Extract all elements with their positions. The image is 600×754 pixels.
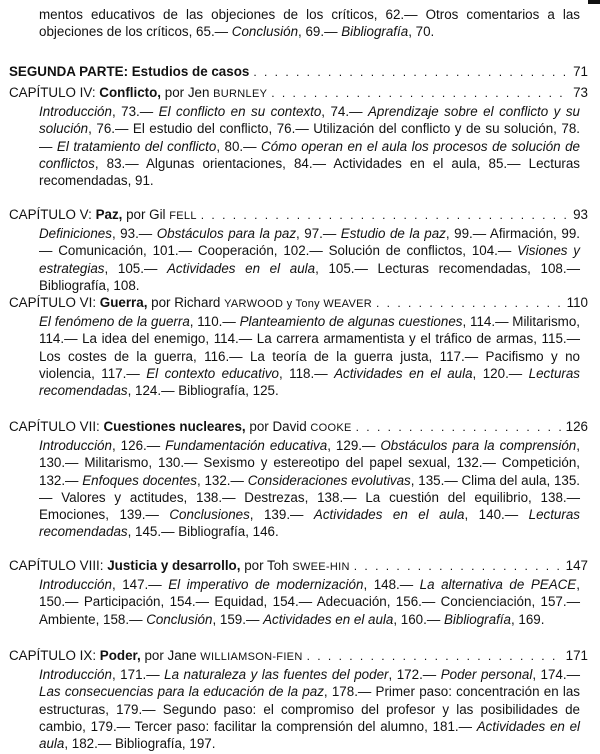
dot-leader xyxy=(354,558,562,575)
toc-entry-body: Introducción, 73.— El conflicto en su contexto, 74.— Aprendizaje sobre el conflicto y su solución, 76.— El estudio del conflicto, 76.— Utilización del conflicto y de su solución, 78.— El tratamiento del conflicto, 80.— Cómo operan en el aula los procesos de solución de conflictos, 83.— Algunas orientaciones, 84.— Actividades en el aula, 85.— Lecturas recomendadas, 91. xyxy=(39,104,581,189)
toc-chapter-5: CAPÍTULO V: Paz, por Gil FELL . . . 93 Definiciones, 93.— Obstáculos para la paz, 97.— Estudio de la paz, 99.— Afirmación, 99.— Comunicación, 101.— Cooperación, 102.— Solución de conflictos, 104.— Visiones y estrategias, 105.— Actividades en el aula, 105.— Lecturas recomendadas, 108.— Bibliografía, 108. xyxy=(9,206,588,294)
toc-entry-body: Introducción, 126.— Fundamentación educativa, 129.— Obstáculos para la comprensión, 130.— Militarismo, 130.— Sexismo y estereotipo del papel sexual, 132.— Competición, 132.— Enfoques docentes, 132.— Consideraciones evolutivas, 135.— Clima del aula, 135.— Valores y actitudes, 138.— Destrezas, 138.— La cuestión del equilibrio, 138.— Emociones, 139.— Conclusiones, 139.— Actividades en el aula, 140.— Lecturas recomendadas, 145.— Bibliografía, 146. xyxy=(39,438,581,540)
scan-edge-mark xyxy=(588,0,600,4)
toc-chapter-4: CAPÍTULO IV: Conflicto, por Jen BURNLEY . . . 73 Introducción, 73.— El conflicto en su contexto, 74.— Aprendizaje sobre el conflicto y su solución, 76.— El estudio del conflicto, 76.— Utilización del conflicto y de su solución, 78.— El tratamiento del conflicto, 80.— Cómo operan en el aula los procesos de solución de conflictos, 83.— Algunas orientaciones, 84.— Actividades en el aula, 85.— Lecturas recomendadas, 91. xyxy=(9,84,588,189)
page-number: 147 xyxy=(565,558,588,573)
toc-entry-body: Definiciones, 93.— Obstáculos para la paz, 97.— Estudio de la paz, 99.— Afirmación, 99.— Comunicación, 101.— Cooperación, 102.— Solución de conflictos, 104.— Visiones y estrategias, 105.— Actividades en el aula, 105.— Lecturas recomendadas, 108.— Bibliografía, 108. xyxy=(39,226,580,293)
toc-chapter-7: CAPÍTULO VII: Cuestiones nucleares, por David COOKE . . . 126 Introducción, 126.— Fundamentación educativa, 129.— Obstáculos para la comprensión, 130.— Militarismo, 130.— Sexismo y estereotipo del papel sexual, 132.— Competición, 132.— Enfoques docentes, 132.— Consideraciones evolutivas, 135.— Clima del aula, 135.— Valores y actitudes, 138.— Destrezas, 138.— La cuestión del equilibrio, 138.— Emociones, 139.— Conclusiones, 139.— Actividades en el aula, 140.— Lecturas recomendadas, 145.— Bibliografía, 146. xyxy=(9,418,588,540)
page-number: 126 xyxy=(565,419,588,434)
toc-part-heading: SEGUNDA PARTE: Estudios de casos . . . 71 xyxy=(9,63,588,81)
dot-leader xyxy=(307,648,562,665)
toc-chapter-9: CAPÍTULO IX: Poder, por Jane WILLIAMSON-FIEN . . . 171 Introducción, 171.— La naturaleza y las fuentes del poder, 172.— Poder personal, 174.— Las consecuencias para la educación de la paz, 178.— Primer paso: concentración en las estructuras, 179.— Segundo paso: el compromiso del profesor y las posibilidades de cambio, 179.— Tercer paso: facilitar la comprensión del alumno, 181.— Actividades en el aula, 182.— Bibliografía, 197. xyxy=(9,647,588,752)
page-number: 73 xyxy=(573,85,588,100)
toc-entry-body: El fenómeno de la guerra, 110.— Planteamiento de algunas cuestiones, 114.— Militarismo, 114.— La idea del enemigo, 114.— La carrera armamentista y el tráfico de armas, 115.— Los costes de la guerra, 116.— La teoría de la guerra justa, 117.— Pacifismo y no violencia, 117.— El contexto educativo, 118.— Actividades en el aula, 120.— Lecturas recomendadas, 124.— Bibliografía, 125. xyxy=(39,314,580,399)
toc-chapter-6: CAPÍTULO VI: Guerra, por Richard YARWOOD y Tony WEAVER . . . 110 El fenómeno de la guerra, 110.— Planteamiento de algunas cuestiones, 114.— Militarismo, 114.— La idea del enemigo, 114.— La carrera armamentista y el tráfico de armas, 115.— Los costes de la guerra, 116.— La teoría de la guerra justa, 117.— Pacifismo y no violencia, 117.— El contexto educativo, 118.— Actividades en el aula, 120.— Lecturas recomendadas, 124.— Bibliografía, 125. xyxy=(9,294,588,399)
dot-leader xyxy=(356,419,562,436)
toc-chapter-8: CAPÍTULO VIII: Justicia y desarrollo, por Toh SWEE-HIN . . . 147 Introducción, 147.— El imperativo de modernización, 148.— La alternativa de PEACE, 150.— Participación, 154.— Equidad, 154.— Adecuación, 156.— Concienciación, 157.— Ambiente, 158.— Conclusión, 159.— Actividades en el aula, 160.— Bibliografía, 169. xyxy=(9,557,588,628)
dot-leader xyxy=(201,207,569,224)
dot-leader xyxy=(376,295,563,312)
toc-continuation xyxy=(9,6,588,40)
page-number: 71 xyxy=(573,64,588,79)
toc-entry-body: Introducción, 171.— La naturaleza y las fuentes del poder, 172.— Poder personal, 174.— Las consecuencias para la educación de la paz, 178.— Primer paso: concentración en las estructuras, 179.— Segundo paso: el compromiso del profesor y las posibilidades de cambio, 179.— Tercer paso: facilitar la comprensión del alumno, 181.— Actividades en el aula, 182.— Bibliografía, 197. xyxy=(39,667,580,752)
dot-leader xyxy=(253,64,569,81)
page-number: 171 xyxy=(565,648,588,663)
toc-entry-body: Introducción, 147.— El imperativo de modernización, 148.— La alternativa de PEACE, 150.— Participación, 154.— Equidad, 154.— Adecuación, 156.— Concienciación, 157.— Ambiente, 158.— Conclusión, 159.— Actividades en el aula, 160.— Bibliografía, 169. xyxy=(39,577,580,627)
page-number: 93 xyxy=(573,207,588,222)
page-number: 110 xyxy=(566,295,588,310)
toc-entry-body: mentos educativos de las objeciones de los críticos, 62.— Otros comentarios a las objeciones de los críticos, 65.— Conclusión, 69.— Bibliografía, 70. xyxy=(39,7,580,40)
dot-leader xyxy=(271,85,569,102)
